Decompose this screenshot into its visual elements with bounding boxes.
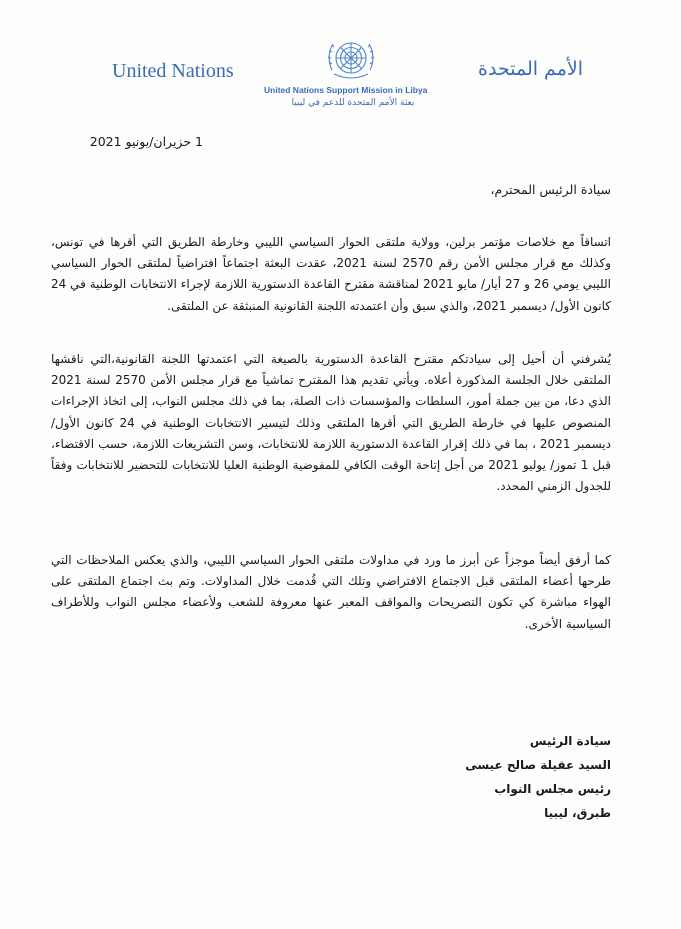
recipient-name: السيد عقيلة صالح عيسى bbox=[465, 758, 611, 772]
paragraph-2: يُشرفني أن أحيل إلى سيادتكم مقترح القاعدة الدستورية بالصيغة التي اعتمدتها اللجنة القانونية،التي ناقشها الملتقى خلال الجلسة المذكورة أعلاه. ويأتي تقديم هذا المقترح تماشياً مع قرار مجلس الأمن 2570 لسنة 2021 الذي دعا، من بين جملة أمور، السلطات والمؤسسات ذات الصلة، بما في ذلك مجلس النواب، إلى اتخاذ الإجراءات المنصوص عليها في خارطة الطريق التي أقرها الملتقى وذلك لتيسير الانتخابات الوطنية في 24 كانون الأول/ ديسمبر 2021 ، بما في ذلك إقرار القاعدة الدستورية اللازمة للانتخابات، وسن التشريعات اللازمة، حسب الاقتضاء، قبل 1 تموز/ يوليو 2021 من أجل إتاحة الوقت الكافي للمفوضية الوطنية العليا للانتخابات للتحضير للانتخابات وفقاً للجدول الزمني المحدد. bbox=[51, 352, 611, 494]
salutation: سيادة الرئيس المحترم، bbox=[490, 182, 611, 197]
recipient-title: سيادة الرئيس bbox=[529, 734, 611, 748]
org-name-en: United Nations bbox=[112, 60, 234, 82]
paragraph-3: كما أرفق أيضاً موجزاً عن أبرز ما ورد في مداولات ملتقى الحوار السياسي الليبي، والذي يعكس الملاحظات التي طرحها أعضاء الملتقى قبل الاجتماع الافتراضي وتلك التي قُدمت خلال المداولات. وتم بث اجتماع الملتقى على الهواء مباشرة كي تكون التصريحات والمواقف المعبر عنها معروفة للشعب ولأعضاء مجلس النواب وللأطراف السياسية الأخرى. bbox=[51, 553, 611, 631]
org-name-ar: الأمم المتحدة bbox=[478, 58, 583, 80]
letter-date: 1 حزيران/يونيو 2021 bbox=[89, 134, 203, 149]
mission-name-ar: بعثة الأمم المتحدة للدعم في ليبيا bbox=[291, 98, 415, 108]
recipient-position: رئيس مجلس النواب bbox=[494, 782, 611, 796]
un-emblem-icon bbox=[324, 36, 378, 84]
paragraph-1: اتساقاً مع خلاصات مؤتمر برلين، وولاية ملتقى الحوار السياسي الليبي وخارطة الطريق التي أقرها في تونس، وكذلك مع قرار مجلس الأمن رقم 2570 لسنة 2021، عقدت البعثة اجتماعاً افتراضياً لملتقى الحوار السياسي الليبي يومي 26 و 27 أيار/ مايو 2021 لمناقشة مقترح القاعدة الدستورية اللازمة لإجراء الانتخابات الوطنية في 24 كانون الأول/ ديسمبر 2021، والذي سبق وأن اعتمدته اللجنة القانونية المنبثقة عن الملتقى. bbox=[51, 235, 612, 313]
mission-name-en: United Nations Support Mission in Libya bbox=[264, 85, 428, 95]
recipient-location: طبرق، ليبيا bbox=[544, 806, 611, 820]
